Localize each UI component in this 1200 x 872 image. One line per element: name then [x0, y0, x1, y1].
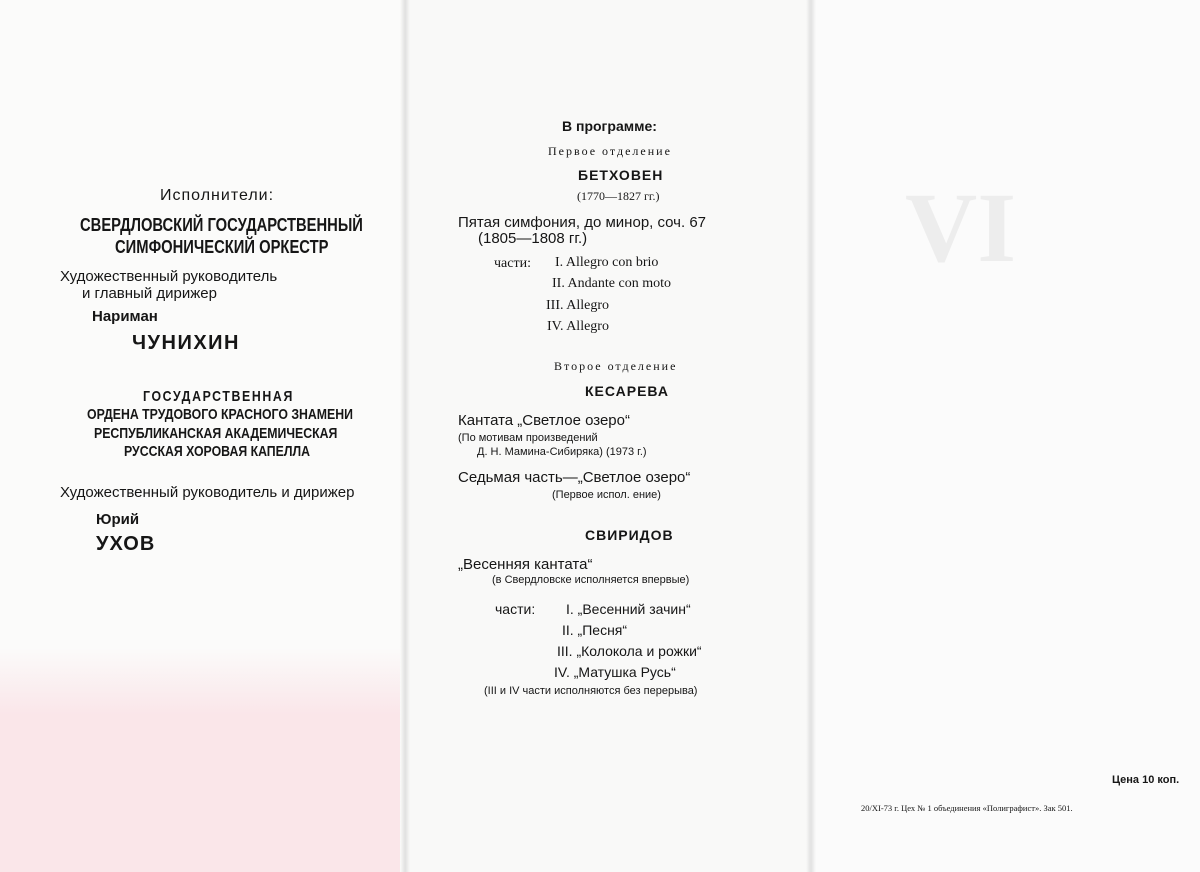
part1-label: Первое отделение: [548, 144, 672, 158]
work1-parts-label: части:: [494, 256, 531, 271]
composer1-years: (1770—1827 гг.): [577, 189, 660, 203]
work1-years: (1805—1808 гг.): [478, 230, 588, 247]
work3-movement-1: I. „Весенний зачин“: [566, 601, 691, 617]
work2-note-line2: Д. Н. Мамина-Сибиряка) (1973 г.): [477, 446, 647, 458]
choir-name-line2: ОРДЕНА ТРУДОВОГО КРАСНОГО ЗНАМЕНИ: [87, 406, 353, 423]
work3-title: „Весенняя кантата“: [458, 556, 593, 573]
orchestra-director-line1: Художественный руководитель: [60, 268, 278, 285]
work3-movement-3: III. „Колокола и рожки“: [557, 643, 702, 659]
orchestra-director-line2: и главный дирижер: [82, 285, 217, 302]
work1-movement-4: IV. Allegro: [547, 319, 609, 334]
conductor2-first-name: Юрий: [96, 511, 140, 528]
work3-movement-4: IV. „Матушка Русь“: [554, 664, 676, 680]
work1-movement-3: III. Allegro: [546, 298, 609, 313]
composer2-name: КЕСАРЕВА: [585, 383, 669, 399]
work3-footnote: (III и IV части исполняются без перерыва): [484, 685, 698, 697]
print-imprint: 20/XI-73 г. Цех № 1 объединения «Полиграфист». Зак 501.: [861, 803, 1073, 813]
composer1-name: БЕТХОВЕН: [578, 167, 664, 183]
part2-label: Второе отделение: [554, 359, 678, 373]
work1-movement-1: I. Allegro con brio: [555, 255, 659, 270]
performers-heading: Исполнители:: [160, 187, 275, 204]
fold-crease-left: [400, 0, 410, 872]
fold-crease-right: [806, 0, 816, 872]
choir-name-line1: ГОСУДАРСТВЕННАЯ: [143, 388, 294, 405]
work1-title: Пятая симфония, до минор, соч. 67: [458, 214, 707, 231]
choir-name-line4: РУССКАЯ ХОРОВАЯ КАПЕЛЛА: [124, 443, 310, 460]
conductor1-last-name: ЧУНИХИН: [132, 332, 240, 354]
work3-movement-2: II. „Песня“: [562, 622, 628, 638]
conductor2-last-name: УХОВ: [96, 533, 156, 555]
price-label: Цена 10 коп.: [1112, 774, 1180, 786]
paper-stain: [0, 648, 400, 872]
work2-part-note: (Первое испол. ение): [552, 489, 661, 501]
work2-part: Седьмая часть—„Светлое озеро“: [458, 469, 691, 486]
program-heading: В программе:: [562, 118, 657, 134]
choir-director: Художественный руководитель и дирижер: [60, 484, 355, 501]
conductor1-first-name: Нариман: [92, 308, 158, 325]
orchestra-name-line1: СВЕРДЛОВСКИЙ ГОСУДАРСТВЕННЫЙ: [80, 215, 363, 235]
back-panel: [810, 0, 1200, 872]
show-through-print: VI: [905, 172, 1017, 283]
work2-title: Кантата „Светлое озеро“: [458, 412, 630, 429]
work3-parts-label: части:: [495, 601, 536, 617]
composer3-name: СВИРИДОВ: [585, 527, 674, 543]
work2-note-line1: (По мотивам произведений: [458, 432, 598, 444]
choir-name-line3: РЕСПУБЛИКАНСКАЯ АКАДЕМИЧЕСКАЯ: [94, 425, 338, 442]
work1-movement-2: II. Andante con moto: [552, 276, 671, 291]
work3-note: (в Свердловске исполняется впервые): [492, 574, 690, 586]
orchestra-name-line2: СИМФОНИЧЕСКИЙ ОРКЕСТР: [115, 237, 329, 257]
